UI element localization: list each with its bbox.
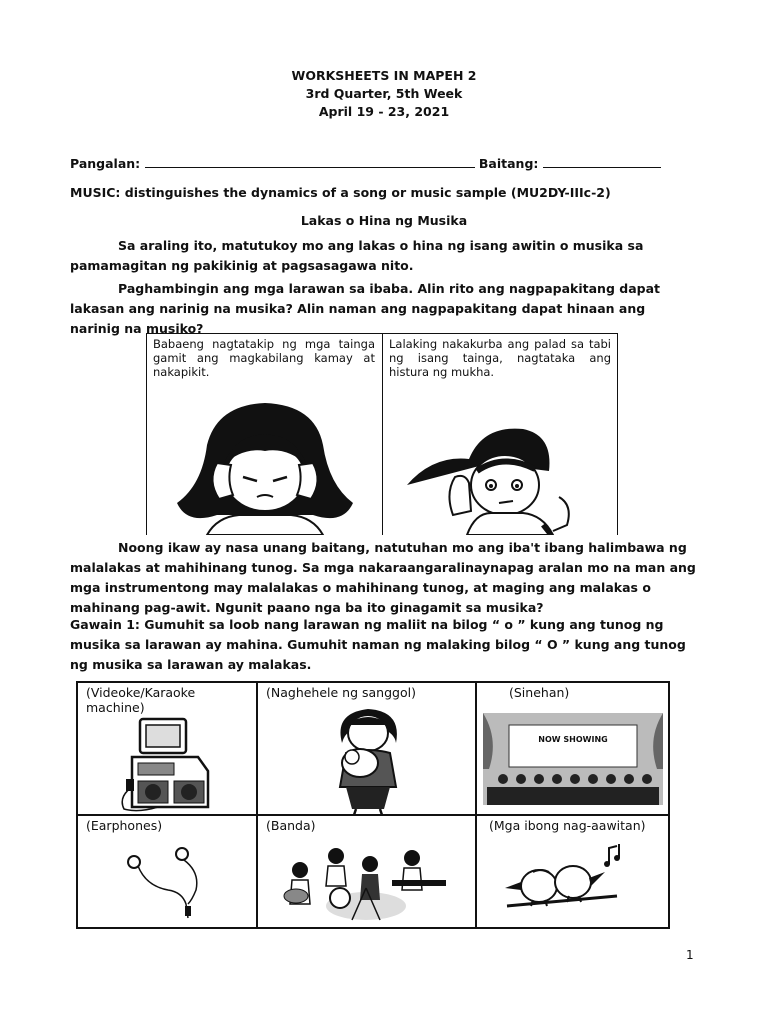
birds-label: (Mga ibong nag-aawitan) xyxy=(489,818,646,833)
name-label: Pangalan: xyxy=(70,156,141,171)
page-number: 1 xyxy=(686,948,694,962)
lesson-title: Lakas o Hina ng Musika xyxy=(300,213,468,228)
girl-covering-ears-illustration xyxy=(147,385,383,535)
band-musicians-icon xyxy=(266,834,466,924)
girl-covering-ears-panel xyxy=(146,333,382,535)
left-caption: Babaeng nagtatakip ng mga tainga gamit ang magkabilang kamay at nakapikit. xyxy=(153,337,375,379)
cinema-theater-icon xyxy=(479,709,667,809)
right-caption: Lalaking nakakurba ang palad sa tabi ng isang tainga, nagtataka ang histura ng mukha. xyxy=(389,337,611,379)
grade-blank[interactable] xyxy=(543,155,661,168)
now-showing-text: NOW SHOWING xyxy=(538,735,608,744)
competency-statement: MUSIC: distinguishes the dynamics of a song or music sample (MU2DY-IIIc-2) xyxy=(70,185,611,200)
cell-birds[interactable] xyxy=(477,816,668,927)
quarter-week: 3rd Quarter, 5th Week xyxy=(305,86,463,101)
earphones-icon xyxy=(122,842,232,922)
cell-earphones[interactable] xyxy=(78,816,258,927)
singing-birds-icon xyxy=(497,842,627,922)
mother-with-baby-icon xyxy=(324,703,414,815)
name-grade-line xyxy=(70,154,710,174)
worksheet-title: WORKSHEETS IN MAPEH 2 xyxy=(291,68,477,83)
band-label: (Banda) xyxy=(266,818,316,833)
cell-karaoke[interactable] xyxy=(78,683,258,816)
compare-prompt-paragraph: Paghambingin ang mga larawan sa ibaba. Alin rito ang nagpapakitang dapat lakasan ang narinig na musika? Alin naman ang nagpapakitang dapat hinaan ang narinig na musiko? xyxy=(70,281,660,336)
name-blank[interactable] xyxy=(145,155,475,168)
comparison-figure xyxy=(146,333,618,535)
cinema-label: (Sinehan) xyxy=(509,685,570,700)
grade-label: Baitang: xyxy=(478,156,539,171)
activity-instructions: Gawain 1: Gumuhit sa loob nang larawan ng maliit na bilog “ o ” kung ang tunog ng musika sa larawan ay mahina. Gumuhit naman ng malaking bilog “ O ” kung ang tunog ng musika sa larawan ay malakas. xyxy=(70,617,686,672)
earphones-label: (Earphones) xyxy=(86,818,163,833)
boy-listening-panel xyxy=(382,333,618,535)
lullaby-label: (Naghehele ng sanggol) xyxy=(266,685,416,700)
review-paragraph: Noong ikaw ay nasa unang baitang, natutuhan mo ang iba't ibang halimbawa ng malalakas at mahihinang tunog. Sa mga nakaraangaralinaynapag aralan mo na man ang mga instrumentong may malalakas o mahihinang tunog, at maging ang malakas o mahinang pag-awit. Ngunit paano nga ba ito ginagamit sa musika? xyxy=(70,540,696,615)
boy-listening-illustration xyxy=(383,385,616,535)
cell-band[interactable] xyxy=(258,816,477,927)
date-range: April 19 - 23, 2021 xyxy=(318,104,450,119)
cell-cinema[interactable] xyxy=(477,683,668,816)
activity-picture-grid xyxy=(76,681,670,929)
cell-lullaby[interactable] xyxy=(258,683,477,816)
karaoke-machine-icon xyxy=(118,717,238,813)
karaoke-label: (Videoke/Karaoke machine) xyxy=(86,685,196,715)
intro-paragraph: Sa araling ito, matutukoy mo ang lakas o hina ng isang awitin o musika sa pamamagitan ng pakikinig at pagsasagawa nito. xyxy=(70,238,644,273)
